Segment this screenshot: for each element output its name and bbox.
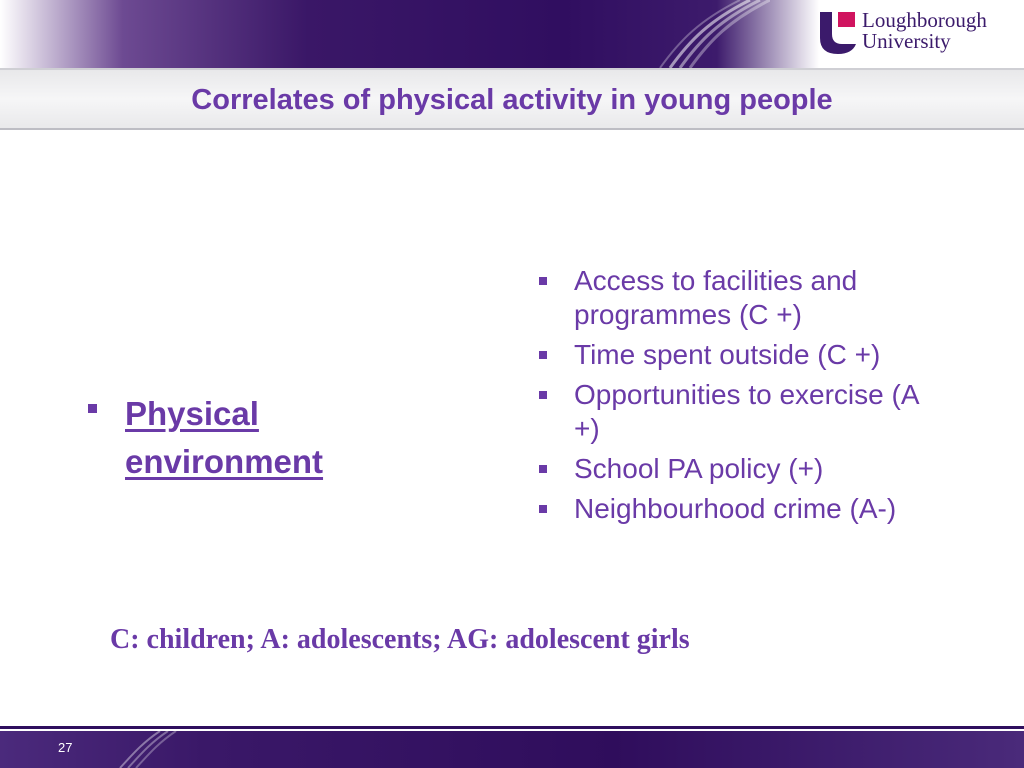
list-item xyxy=(536,338,936,372)
bullet-marker xyxy=(88,404,97,413)
list-item xyxy=(536,378,936,446)
list-item xyxy=(536,492,936,526)
logo-line-1: Loughborough xyxy=(862,8,987,32)
footnote: C: children; A: adolescents; AG: adolescent girls xyxy=(110,624,690,655)
top-banner xyxy=(0,0,1024,68)
page-title: Correlates of physical activity in young people xyxy=(191,84,833,116)
list-item-label: Opportunities to exercise (A +) xyxy=(574,379,918,444)
logo-wordmark xyxy=(862,10,987,52)
bullet-marker xyxy=(539,351,547,359)
banner-swoosh-graphic xyxy=(640,0,770,68)
list-item-label: Neighbourhood crime (A-) xyxy=(574,493,897,524)
list-item xyxy=(536,452,936,486)
university-crest-icon xyxy=(818,10,858,56)
bottom-banner xyxy=(0,731,1024,768)
slide-number: 27 xyxy=(58,740,73,755)
bullet-marker xyxy=(539,505,547,513)
list-item-label: Time spent outside (C +) xyxy=(574,339,881,370)
correlates-list xyxy=(536,264,936,532)
list-item-label: Access to facilities and programmes (C +) xyxy=(574,265,858,330)
bullet-marker xyxy=(539,391,547,399)
footer-swoosh-graphic xyxy=(110,731,180,768)
university-logo xyxy=(818,10,1018,58)
bullet-marker xyxy=(539,465,547,473)
bottom-divider xyxy=(0,726,1024,729)
list-item-label: School PA policy (+) xyxy=(574,453,824,484)
left-bullet-label: Physical environment xyxy=(125,395,324,480)
bullet-marker xyxy=(539,277,547,285)
logo-line-2: University xyxy=(862,29,951,53)
list-item xyxy=(536,264,936,332)
